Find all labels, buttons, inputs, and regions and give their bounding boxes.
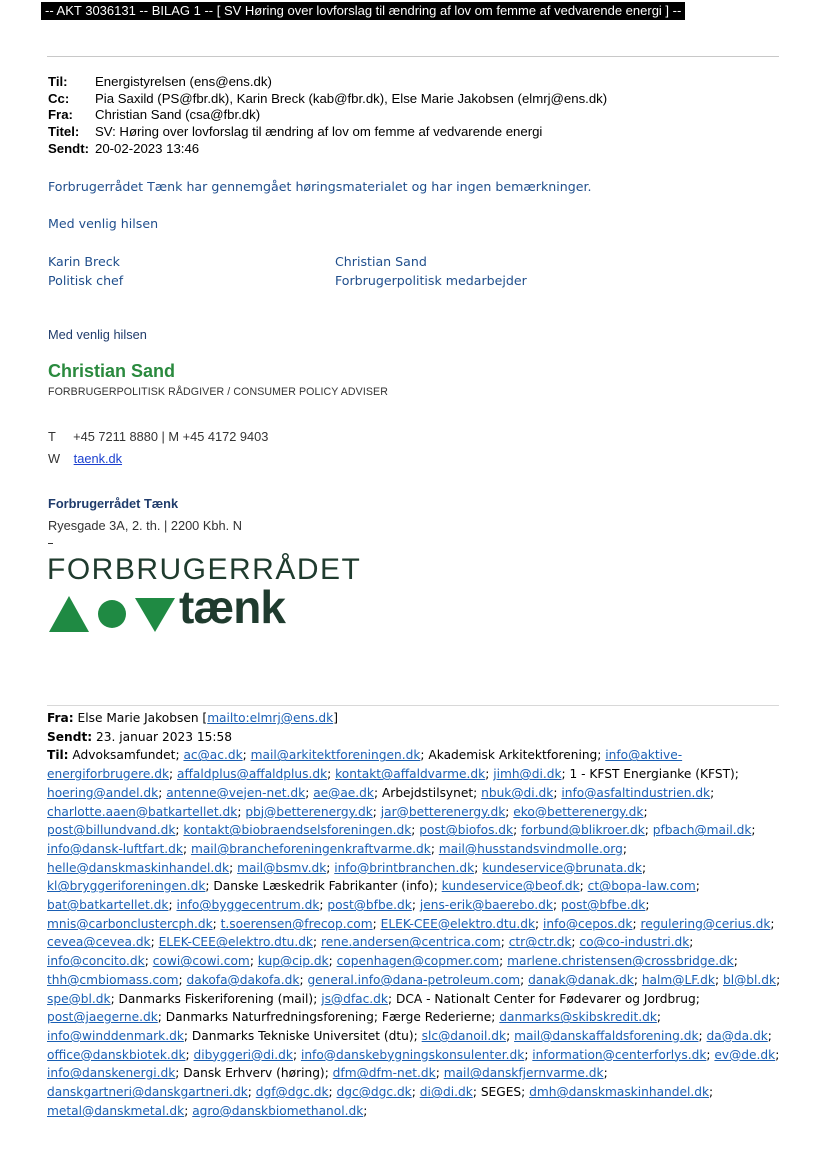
header-row-title: Titel: SV: Høring over lovforslag til ændring af lov om femme af vedvarende energi [48,124,543,139]
recipient-email-link[interactable]: office@danskbiotek.dk [47,1047,186,1062]
recipient-email-link[interactable]: halm@LF.dk [641,972,715,987]
recipient-email-link[interactable]: rene.andersen@centrica.com [320,935,501,950]
recipient-email-link[interactable]: jens-erik@baerebo.dk [419,898,553,913]
recipient-email-link[interactable]: info@danskebygningskonsulenter.dk [300,1047,525,1062]
recipient-email-link[interactable]: info@winddenmark.dk [47,1028,184,1043]
recipient-name: Arbejdstilsynet [381,785,474,800]
recipient-email-link[interactable]: dfm@dfm-net.dk [332,1066,436,1081]
recipient-email-link[interactable]: da@da.dk [706,1028,768,1043]
phone-numbers: +45 7211 8880 | M +45 4172 9403 [73,429,269,444]
recipient-email-link[interactable]: info@danskenergi.dk [47,1066,176,1081]
recipient-email-link[interactable]: pbj@betterenergy.dk [245,804,373,819]
recipient-email-link[interactable]: mail@bsmv.dk [237,860,327,875]
recipient-name: Danmarks Tekniske Universitet (dtu) [191,1028,414,1043]
recipient-email-link[interactable]: dgc@dgc.dk [336,1085,412,1100]
recipient-email-link[interactable]: copenhagen@copmer.com [336,954,500,969]
recipient-email-link[interactable]: post@biofos.dk [419,823,514,838]
recipient-email-link[interactable]: jar@betterenergy.dk [380,804,506,819]
divider-small [48,543,53,544]
recipient-email-link[interactable]: cevea@cevea.dk [47,935,151,950]
recipient-email-link[interactable]: post@jaegerne.dk [47,1010,158,1025]
recipient-email-link[interactable]: mail@danskfjernvarme.dk [443,1066,604,1081]
recipient-email-link[interactable]: js@dfac.dk [321,991,388,1006]
recipient-email-link[interactable]: co@co-industri.dk [579,935,690,950]
recipient-email-link[interactable]: metal@danskmetal.dk [47,1103,185,1118]
forward-recipients: Til: Advoksamfundet; ac@ac.dk; mail@arkitektforeningen.dk; Akademisk Arkitektforening; info@aktive-energiforbrugere.dk; affaldplus@affaldplus.dk; kontakt@affaldvarme.dk; jimh@di.dk; 1 - KFST Energianke (KFST); hoering@andel.dk; antenne@vejen-net.dk; ae@ae.dk; Arbejdstilsynet; nbuk@di.dk; info@asfaltindustrien.dk; charlotte.aaen@batkartellet.dk; pbj@betterenergy.dk; jar@betterenergy.dk; eko@betterenergy.dk; post@billundvand.dk; kontakt@biobraendselsforeningen.dk; post@biofos.dk; forbund@blikroer.dk; pfbach@mail.dk; info@dansk-luftfart.dk; mail@brancheforeningenkraftvarme.dk; mail@husstandsvindmolle.org; helle@danskmaskinhandel.dk; mail@bsmv.dk; info@brintbranchen.dk; kundeservice@brunata.dk; kl@bryggeriforeningen.dk; Danske Læskedrik Fabrikanter (info); kundeservice@beof.dk; ct@bopa-law.com; bat@batkartellet.dk; info@byggecentrum.dk; post@bfbe.dk; jens-erik@baerebo.dk; post@bfbe.dk; mnis@carbonclustercph.dk; t.soerensen@frecop.com; ELEK-CEE@elektro.dtu.dk; info@cepos.dk; regulering@cerius.dk; cevea@cevea.dk; ELEK-CEE@elektro.dtu.dk; rene.andersen@centrica.com; ctr@ctr.dk; co@co-industri.dk; info@concito.dk; cowi@cowi.com; kup@cip.dk; copenhagen@copmer.com; marlene.christensen@crossbridge.dk; thh@cmbiomass.com; dakofa@dakofa.dk; general.info@dana-petroleum.com; danak@danak.dk; halm@LF.dk; bl@bl.dk; spe@bl.dk; Danmarks Fiskeriforening (mail); js@dfac.dk; DCA - Nationalt Center for Fødevarer og Jordbrug; post@jaegerne.dk; Danmarks Naturfredningsforening; Færge Rederierne; danmarks@skibskredit.dk; info@winddenmark.dk; Danmarks Tekniske Universitet (dtu); slc@danoil.dk; mail@danskaffaldsforening.dk; da@da.dk; office@danskbiotek.dk; dibyggeri@di.dk; info@danskebygningskonsulenter.dk; information@centerforlys.dk; ev@de.dk; info@danskenergi.dk; Dansk Erhverv (høring); dfm@dfm-net.dk; mail@danskfjernvarme.dk; danskgartneri@danskgartneri.dk; dgf@dgc.dk; dgc@dgc.dk; di@di.dk; SEGES; dmh@danskmaskinhandel.dk; metal@danskmetal.dk; agro@danskbiomethanol.dk; [47,748,781,1118]
recipient-email-link[interactable]: ae@ae.dk [313,785,374,800]
web-link[interactable]: taenk.dk [73,451,123,466]
signer-2-name: Christian Sand [335,254,427,269]
recipient-email-link[interactable]: hoering@andel.dk [47,785,159,800]
recipient-email-link[interactable]: spe@bl.dk [47,991,111,1006]
recipient-email-link[interactable]: information@centerforlys.dk [532,1047,707,1062]
recipient-email-link[interactable]: charlotte.aaen@batkartellet.dk [47,804,238,819]
recipient-email-link[interactable]: nbuk@di.dk [481,785,554,800]
forwarded-message [47,709,782,1120]
recipient-email-link[interactable]: mail@husstandsvindmolle.org [438,841,623,856]
signature-greeting: Med venlig hilsen [48,327,147,342]
recipient-email-link[interactable]: eko@betterenergy.dk [513,804,644,819]
signature-web-row [48,451,122,466]
recipient-email-link[interactable]: ac@ac.dk [183,748,243,763]
recipient-email-link[interactable]: bl@bl.dk [722,972,777,987]
recipient-email-link[interactable]: dmh@danskmaskinhandel.dk [529,1085,710,1100]
phone-label: T [48,429,56,444]
recipient-email-link[interactable]: kl@bryggeriforeningen.dk [47,879,206,894]
from-mailto-link[interactable]: mailto:elmrj@ens.dk [207,711,334,725]
recipient-email-link[interactable]: ctr@ctr.dk [508,935,572,950]
web-label: W [48,451,61,466]
recipient-email-link[interactable]: bat@batkartellet.dk [47,898,169,913]
recipient-name: Færge Rederierne [381,1010,492,1025]
recipient-email-link[interactable]: info@byggecentrum.dk [176,898,320,913]
recipient-email-link[interactable]: antenne@vejen-net.dk [166,785,306,800]
recipient-name: Advoksamfundet [72,748,176,763]
signer-2-role: Forbrugerpolitisk medarbejder [335,273,527,288]
recipient-email-link[interactable]: forbund@blikroer.dk [521,823,645,838]
header-row-sent: Sendt: 20-02-2023 13:46 [48,141,200,156]
body-statement: Forbrugerrådet Tænk har gennemgået høringsmaterialet og har ingen bemærkninger. [48,179,592,194]
recipient-name: SEGES [480,1085,522,1100]
logo-taenk-text: tænk [179,581,285,633]
recipient-name: Danske Læskedrik Fabrikanter (info) [213,879,434,894]
recipient-email-link[interactable]: kundeservice@brunata.dk [482,860,642,875]
recipient-email-link[interactable]: ev@de.dk [714,1047,776,1062]
recipient-email-link[interactable]: agro@danskbiomethanol.dk [192,1103,364,1118]
org-address: Ryesgade 3A, 2. th. | 2200 Kbh. N [48,518,242,533]
recipient-email-link[interactable]: info@concito.dk [47,954,145,969]
recipient-email-link[interactable]: dakofa@dakofa.dk [186,972,300,987]
signature-title: FORBRUGERPOLITISK RÅDGIVER / CONSUMER POLICY ADVISER [48,386,388,398]
recipient-email-link[interactable]: pfbach@mail.dk [652,823,752,838]
forward-sent-row: Sendt: 23. januar 2023 15:58 [47,729,232,744]
recipient-email-link[interactable]: regulering@cerius.dk [640,916,771,931]
recipient-email-link[interactable]: ELEK-CEE@elektro.dtu.dk [380,916,536,931]
signer-1-role: Politisk chef [48,273,124,288]
recipient-email-link[interactable]: danskgartneri@danskgartneri.dk [47,1085,248,1100]
signer-1-name: Karin Breck [48,254,120,269]
header-row-to: Til: Energistyrelsen (ens@ens.dk) [48,74,272,89]
recipient-email-link[interactable]: info@asfaltindustrien.dk [561,785,711,800]
recipient-name: 1 - KFST Energianke (KFST) [569,767,735,782]
recipient-email-link[interactable]: dibyggeri@di.dk [193,1047,293,1062]
recipient-name: Danmarks Fiskeriforening (mail) [118,991,314,1006]
recipient-email-link[interactable]: thh@cmbiomass.com [47,972,179,987]
logo-mark [47,581,347,639]
signature-phone-row [48,429,268,444]
recipient-name: Dansk Erhverv (høring) [183,1066,325,1081]
recipient-email-link[interactable]: mail@arkitektforeningen.dk [250,748,421,763]
recipient-email-link[interactable]: kontakt@biobraendselsforeningen.dk [183,823,412,838]
logo-wordmark: FORBRUGERRÅDET [47,553,362,586]
recipient-email-link[interactable]: di@di.dk [419,1085,473,1100]
recipient-name: DCA - Nationalt Center for Fødevarer og Jordbrug [395,991,696,1006]
org-name: Forbrugerrådet Tænk [48,496,179,511]
recipient-email-link[interactable]: cowi@cowi.com [152,954,250,969]
recipient-email-link[interactable]: slc@danoil.dk [421,1028,507,1043]
recipient-email-link[interactable]: kundeservice@beof.dk [441,879,580,894]
recipient-email-link[interactable]: post@billundvand.dk [47,823,176,838]
recipient-email-link[interactable]: dgf@dgc.dk [255,1085,329,1100]
recipient-email-link[interactable]: danak@danak.dk [528,972,634,987]
recipient-email-link[interactable]: mail@danskaffaldsforening.dk [514,1028,699,1043]
header-row-cc: Cc: Pia Saxild (PS@fbr.dk), Karin Breck (kab@fbr.dk), Else Marie Jakobsen (elmrj@ens.dk) [48,91,608,106]
recipient-email-link[interactable]: mnis@carbonclustercph.dk [47,916,213,931]
recipient-email-link[interactable]: danmarks@skibskredit.dk [499,1010,657,1025]
recipient-email-link[interactable]: helle@danskmaskinhandel.dk [47,860,230,875]
forward-from-row: Fra: Else Marie Jakobsen [mailto:elmrj@ens.dk] [47,711,338,725]
recipient-email-link[interactable]: t.soerensen@frecop.com [220,916,373,931]
recipient-email-link[interactable]: post@bfbe.dk [327,898,412,913]
recipient-email-link[interactable]: ct@bopa-law.com [587,879,696,894]
recipient-email-link[interactable]: info@dansk-luftfart.dk [47,841,183,856]
recipient-name: Akademisk Arkitektforening [428,748,598,763]
recipient-email-link[interactable]: kontakt@affaldvarme.dk [335,767,486,782]
recipient-email-link[interactable]: info@brintbranchen.dk [334,860,475,875]
recipient-email-link[interactable]: info@cepos.dk [543,916,633,931]
recipient-email-link[interactable]: affaldplus@affaldplus.dk [177,767,328,782]
recipient-email-link[interactable]: general.info@dana-petroleum.com [307,972,521,987]
document-banner: -- AKT 3036131 -- BILAG 1 -- [ SV Høring over lovforslag til ændring af lov om femme af vedvarende energi ] -- [41,2,685,20]
recipient-email-link[interactable]: kup@cip.dk [257,954,329,969]
recipient-email-link[interactable]: post@bfbe.dk [560,898,646,913]
recipient-email-link[interactable]: marlene.christensen@crossbridge.dk [507,954,734,969]
recipient-email-link[interactable]: mail@brancheforeningenkraftvarme.dk [190,841,431,856]
divider-top [47,56,779,57]
recipient-email-link[interactable]: ELEK-CEE@elektro.dtu.dk [158,935,313,950]
recipient-name: Danmarks Naturfredningsforening [165,1010,374,1025]
header-row-from: Fra: Christian Sand (csa@fbr.dk) [48,107,261,122]
signature-name: Christian Sand [48,361,176,381]
divider-forward [47,705,779,706]
recipient-email-link[interactable]: info@aktive-energiforbrugere.dk [47,748,683,782]
recipient-email-link[interactable]: jimh@di.dk [493,767,562,782]
body-greeting: Med venlig hilsen [48,216,159,231]
